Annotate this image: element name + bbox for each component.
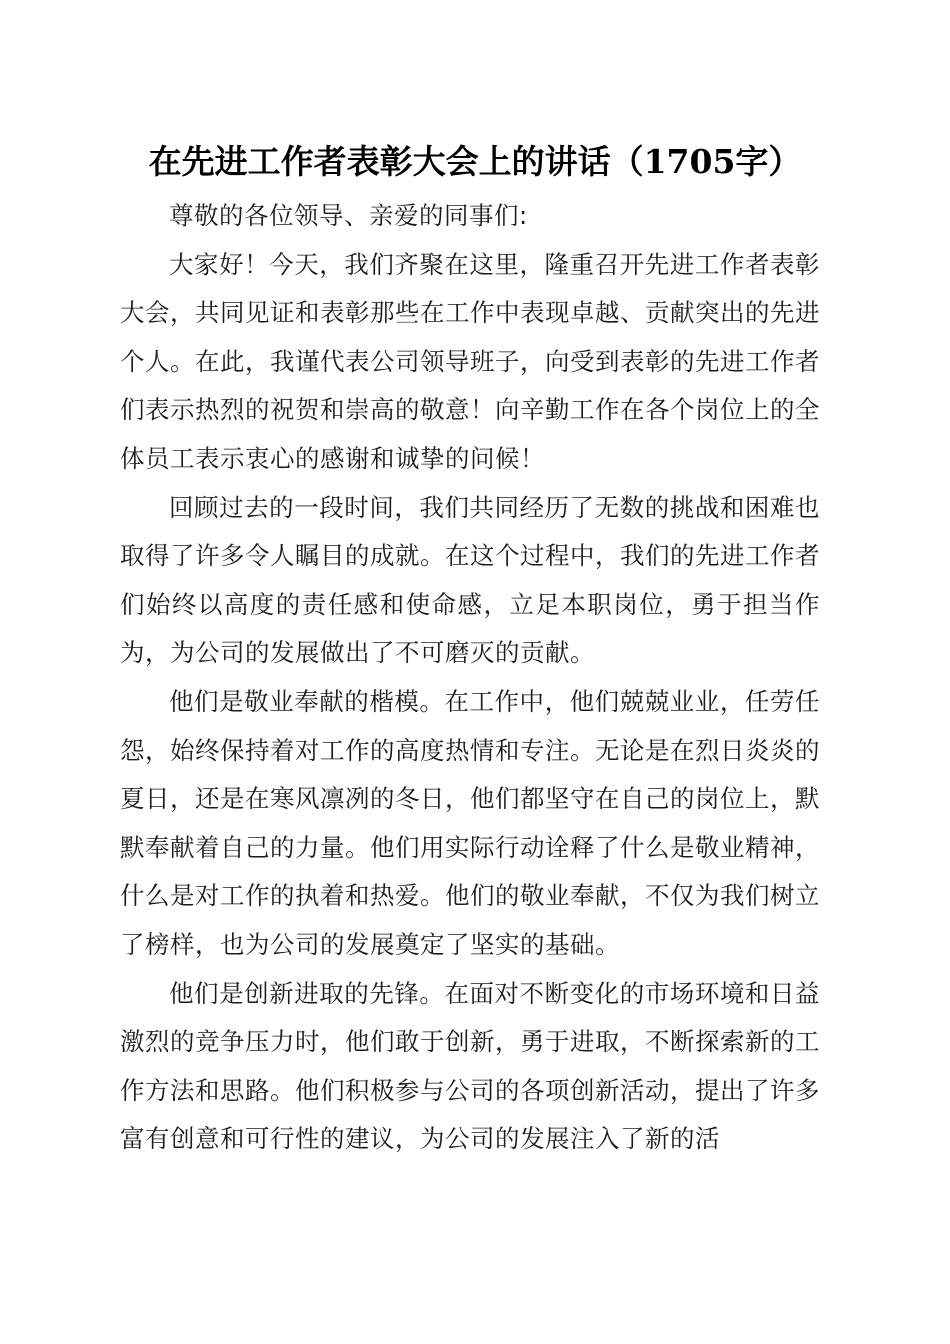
innovation-paragraph: 他们是创新进取的先锋。在面对不断变化的市场环境和日益激烈的竞争压力时，他们敢于创新，勇于进取，不断探索新的工作方法和思路。他们积极参与公司的各项创新活动，提出了许多富有创意和可行性的建议，为公司的发展注入了新的活 [120,978,820,1154]
review-paragraph: 回顾过去的一段时间，我们共同经历了无数的挑战和困难也取得了许多令人瞩目的成就。在这个过程中，我们的先进工作者们始终以高度的责任感和使命感，立足本职岗位，勇于担当作为，为公司的发展做出了不可磨灭的贡献。 [120,492,820,668]
document-title: 在先进工作者表彰大会上的讲话（1705字） [148,142,802,181]
salutation-paragraph: 尊敬的各位领导、亲爱的同事们: [169,201,528,230]
opening-paragraph: 大家好！今天，我们齐聚在这里，隆重召开先进工作者表彰大会，共同见证和表彰那些在工作中表现卓越、贡献突出的先进个人。在此，我谨代表公司领导班子，向受到表彰的先进工作者们表示热烈的祝贺和崇高的敬意！向辛勤工作在各个岗位上的全体员工表示衷心的感谢和诚挚的问候！ [120,249,820,473]
dedication-paragraph: 他们是敬业奉献的楷模。在工作中，他们兢兢业业，任劳任怨，始终保持着对工作的高度热情和专注。无论是在烈日炎炎的夏日，还是在寒风凛冽的冬日，他们都坚守在自己的岗位上，默默奉献着自己的力量。他们用实际行动诠释了什么是敬业精神，什么是对工作的执着和热爱。他们的敬业奉献，不仅为我们树立了榜样，也为公司的发展奠定了坚实的基础。 [120,686,820,959]
document-body [120,192,820,1164]
